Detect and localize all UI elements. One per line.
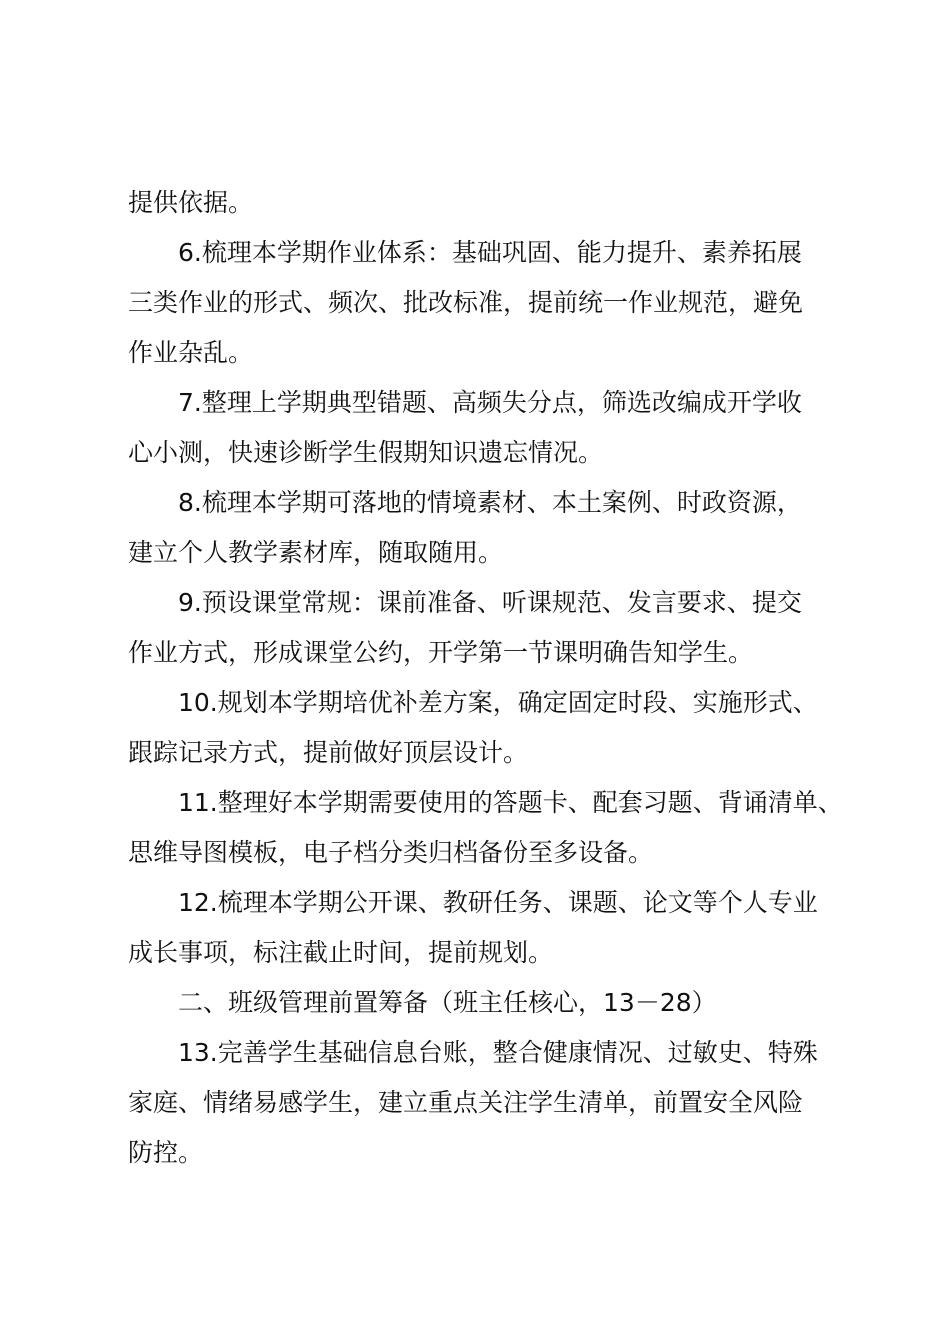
item-12-line: 12.梳理本学期公开课、教研任务、课题、论文等个人专业: [178, 888, 818, 917]
text-line: 家庭、情绪易感学生，建立重点关注学生清单，前置安全风险: [128, 1088, 804, 1117]
text-line: 建立个人教学素材库，随取随用。: [128, 538, 504, 567]
text-line: 思维导图模板，电子档分类归档备份至多设备。: [128, 838, 654, 867]
text-line: 提供依据。: [128, 188, 254, 217]
item-13-line: 13.完善学生基础信息台账，整合健康情况、过敏史、特殊: [178, 1038, 818, 1067]
item-8-line: 8.梳理本学期可落地的情境素材、本土案例、时政资源，: [178, 488, 802, 517]
text-line: 作业杂乱。: [128, 338, 254, 367]
item-7-line: 7.整理上学期典型错题、高频失分点，筛选改编成开学收: [178, 388, 802, 417]
item-11-line: 11.整理好本学期需要使用的答题卡、配套习题、背诵清单、: [178, 788, 843, 817]
item-6-line: 6.梳理本学期作业体系：基础巩固、能力提升、素养拓展: [178, 238, 802, 267]
section-heading: 二、班级管理前置筹备（班主任核心，13－28）: [178, 988, 717, 1017]
text-line: 成长事项，标注截止时间，提前规划。: [128, 938, 554, 967]
item-10-line: 10.规划本学期培优补差方案，确定固定时段、实施形式、: [178, 688, 818, 717]
text-line: 作业方式，形成课堂公约，开学第一节课明确告知学生。: [128, 638, 754, 667]
text-line: 三类作业的形式、频次、批改标准，提前统一作业规范，避免: [128, 288, 804, 317]
text-line: 跟踪记录方式，提前做好顶层设计。: [128, 738, 529, 767]
item-9-line: 9.预设课堂常规：课前准备、听课规范、发言要求、提交: [178, 588, 802, 617]
text-line: 防控。: [128, 1138, 204, 1167]
text-line: 心小测，快速诊断学生假期知识遗忘情况。: [128, 438, 604, 467]
